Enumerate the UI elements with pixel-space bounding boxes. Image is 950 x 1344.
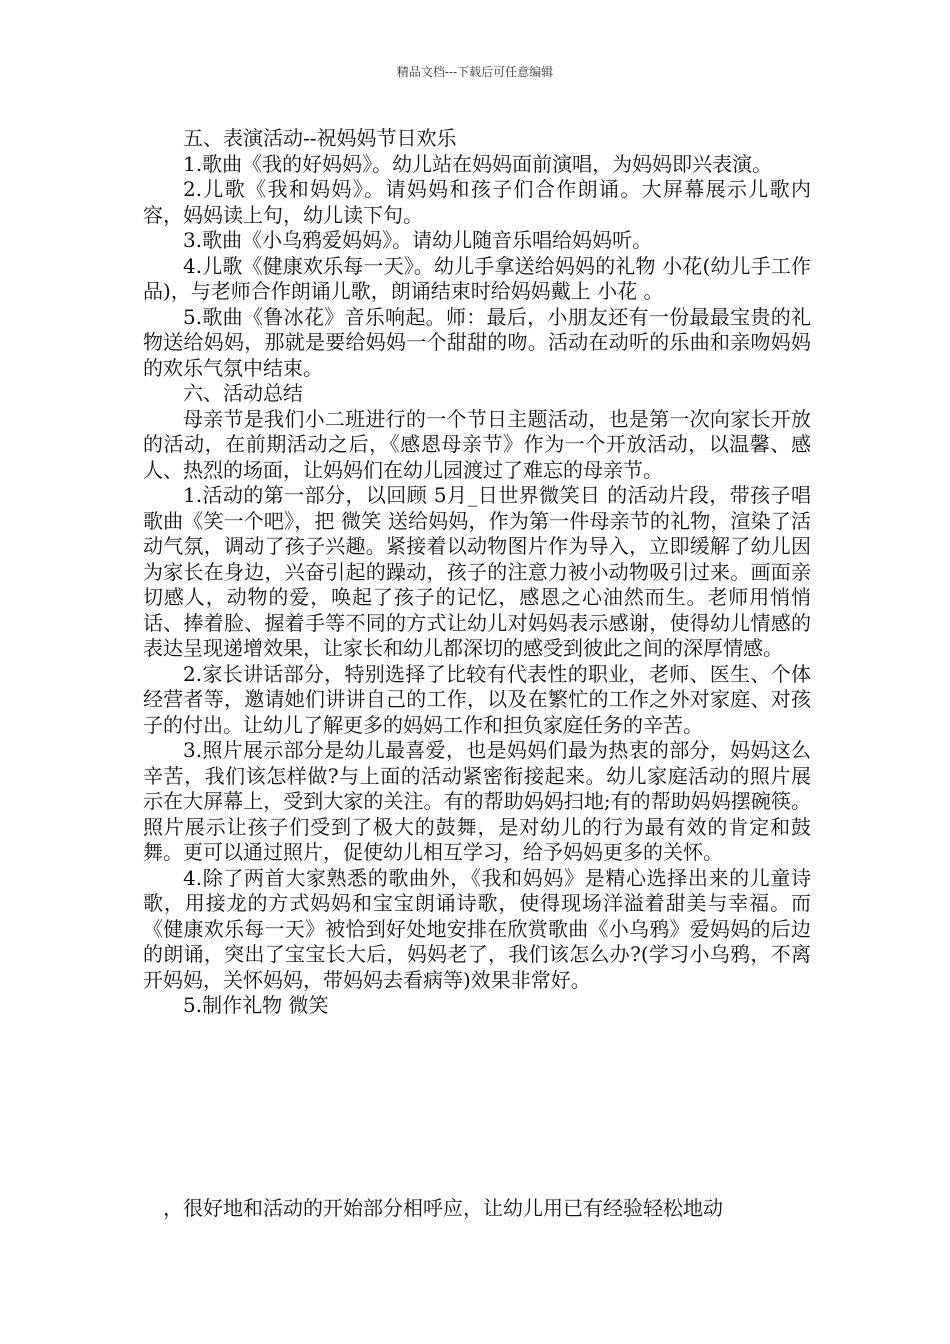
paragraph: 3.歌曲《小乌鸦爱妈妈》。请幼儿随音乐唱给妈妈听。: [183, 228, 653, 252]
paragraph: 4.儿歌《健康欢乐每一天》。幼儿手拿送给妈妈的礼物 小花(幼儿手工作品)，与老师合作朗诵儿歌，朗诵结束时给妈妈戴上 小花 。: [143, 253, 811, 303]
paragraph: 母亲节是我们小二班进行的一个节日主题活动，也是第一次向家长开放的活动，在前期活动之后，《感恩母亲节》作为一个开放活动，以温馨、感人、热烈的场面，让妈妈们在幼儿园渡过了难忘的母亲节。: [143, 406, 811, 482]
paragraph: 5.歌曲《鲁冰花》音乐响起。师：最后，小朋友还有一份最最宝贵的礼物送给妈妈，那就是要给妈妈一个甜甜的吻。活动在动听的乐曲和亲吻妈妈的欢乐气氛中结束。: [143, 304, 811, 380]
page-header: 精品文档---下载后可任意编辑: [396, 65, 554, 79]
continuation-line: ，很好地和活动的开始部分相呼应，让幼儿用已有经验轻松地动: [163, 1196, 723, 1220]
section-heading-summary: 六、活动总结: [183, 381, 303, 405]
paragraph: 1.歌曲《我的好妈妈》。幼儿站在妈妈面前演唱，为妈妈即兴表演。: [183, 151, 773, 176]
paragraph: 5.制作礼物 微笑: [183, 993, 329, 1017]
paragraph: 3.照片展示部分是幼儿最喜爱，也是妈妈们最为热衷的部分，妈妈这么辛苦，我们该怎样做?与上面的活动紧密衔接起来。幼儿家庭活动的照片展示在大屏幕上，受到大家的关注。有的帮助妈妈扫地;有的帮助妈妈摆碗筷。照片展示让孩子们受到了极大的鼓舞，是对幼儿的行为最有效的肯定和鼓舞。更可以通过照片，促使幼儿相互学习，给予妈妈更多的关怀。: [143, 738, 811, 864]
section-heading-performance: 五、表演活动--祝妈妈节日欢乐: [183, 126, 457, 150]
document-body: [143, 126, 811, 1019]
paragraph: 1.活动的第一部分，以回顾 5月_日世界微笑日 的活动片段，带孩子唱歌曲《笑一个吧》，把 微笑 送给妈妈，作为第一件母亲节的礼物，渲染了活动气氛，调动了孩子兴趣。紧接着以动物图片作为导入，立即缓解了幼儿因为家长在身边，兴奋引起的躁动，孩子的注意力被小动物吸引过来。画面亲切感人，动物的爱，唤起了孩子的记忆，感恩之心油然而生。老师用悄悄话、捧着脸、握着手等不同的方式让幼儿对妈妈表示感谢，使得幼儿情感的表达呈现递增效果，让家长和幼儿都深切的感受到彼此之间的深厚情感。: [143, 483, 811, 660]
paragraph: 2.儿歌《我和妈妈》。请妈妈和孩子们合作朗诵。大屏幕展示儿歌内容，妈妈读上句，幼儿读下句。: [143, 177, 811, 227]
paragraph: 2.家长讲话部分，特别选择了比较有代表性的职业，老师、医生、个体经营者等，邀请她们讲讲自己的工作，以及在繁忙的工作之外对家庭、对孩子的付出。让幼儿了解更多的妈妈工作和担负家庭任务的辛苦。: [143, 661, 811, 737]
paragraph: 4.除了两首大家熟悉的歌曲外，《我和妈妈》是精心选择出来的儿童诗歌，用接龙的方式妈妈和宝宝朗诵诗歌，使得现场洋溢着甜美与幸福。而《健康欢乐每一天》被恰到好处地安排在欣赏歌曲《小乌鸦》爱妈妈的后边的朗诵，突出了宝宝长大后，妈妈老了，我们该怎么办?(学习小乌鸦，不离开妈妈，关怀妈妈，带妈妈去看病等)效果非常好。: [143, 865, 811, 992]
